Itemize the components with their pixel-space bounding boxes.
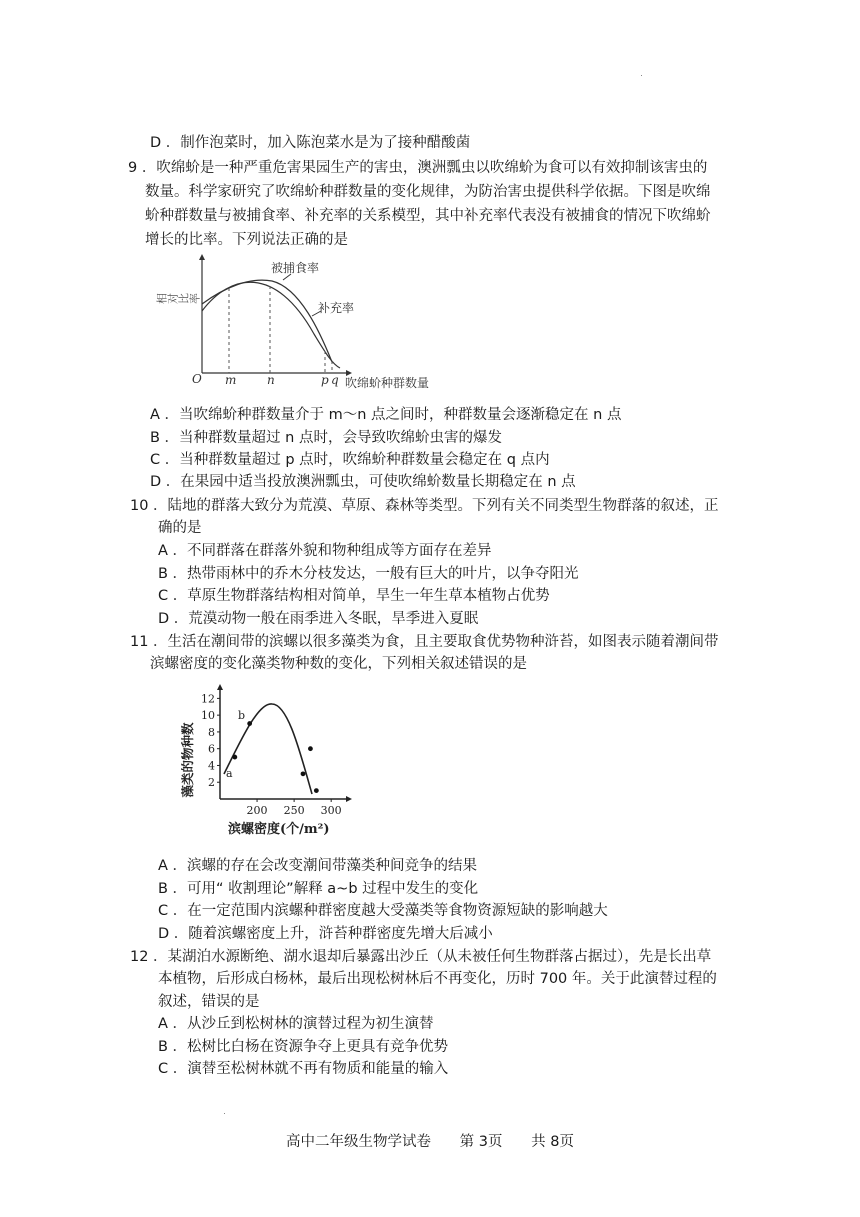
- q11-option-a: A ．滨螺的存在会改变潮间带藻类种间竞争的结果: [158, 858, 478, 874]
- q9-tick-n: n: [267, 373, 275, 387]
- q11-xlabel: 滨螺密度(个/m²): [228, 822, 330, 837]
- q10-option-d: D ．荒漠动物一般在雨季进入冬眠，旱季进入夏眠: [158, 611, 479, 627]
- q11-y-tick-label: 12: [201, 692, 215, 706]
- q9-option-d: D ．在果园中适当投放澳洲瓢虫，可使吹绵蚧数量长期稳定在 n 点: [150, 474, 576, 490]
- q11-point-label-a: a: [226, 767, 233, 780]
- q12-option-c: C ．演替至松树林就不再有物质和能量的输入: [158, 1061, 449, 1077]
- q11-stem-line: 11 ．生活在潮间带的滨螺以很多藻类为食，且主要取食优势物种浒苔，如图表示随着潮间带: [130, 634, 719, 650]
- q9-stem-line: 增长的比率。下列说法正确的是: [145, 232, 348, 248]
- speck: [224, 1113, 225, 1114]
- q9-predation-curve: [202, 282, 340, 368]
- q11-y-tick-label: 10: [201, 709, 215, 723]
- q9-rate-figure: [156, 252, 450, 394]
- q12-stem-line: 叙述，错误的是: [158, 994, 260, 1010]
- footer-title: 高中二年级生物学试卷: [286, 1134, 432, 1150]
- q9-origin-label: O: [192, 372, 202, 386]
- footer-page: 第 3页: [459, 1134, 503, 1150]
- q11-data-point: [308, 746, 313, 751]
- q11-ylabel: 藻类的物种数: [180, 722, 195, 798]
- q11-y-tick-label: 2: [208, 776, 215, 790]
- q9-predation-label: 被捕食率: [271, 261, 320, 275]
- q11-option-c: C ．在一定范围内滨螺种群密度越大受藻类等食物资源短缺的影响越大: [158, 903, 608, 919]
- q11-y-tick-label: 8: [208, 725, 215, 739]
- q11-scatter-chart: [180, 682, 360, 842]
- q11-data-point: [232, 755, 237, 760]
- q9-option-c: C ．当种群数量超过 p 点时，吹绵蚧种群数量会稳定在 q 点内: [150, 452, 550, 468]
- q10-option-c: C ．草原生物群落结构相对简单，旱生一年生草本植物占优势: [158, 588, 550, 604]
- q11-data-point: [301, 771, 306, 776]
- q9-recruitment-label: 补充率: [318, 301, 355, 315]
- q10-stem-line: 10 ．陆地的群落大致分为荒漠、草原、森林等类型。下列有关不同类型生物群落的叙述，正: [130, 498, 719, 514]
- q11-x-tick-label: 250: [283, 804, 305, 817]
- q11-data-point: [247, 721, 252, 726]
- q9-option-a: A ．当吹绵蚧种群数量介于 m～n 点之间时，种群数量会逐渐稳定在 n 点: [150, 407, 622, 423]
- q9-tick-q: q: [331, 373, 339, 387]
- q11-y-tick-label: 6: [208, 742, 215, 756]
- q9-stem-line: 9 ．吹绵蚧是一种严重危害果园生产的害虫，澳洲瓢虫以吹绵蚧为食可以有效抑制该害虫的: [128, 160, 708, 176]
- q11-x-tick-label: 200: [246, 804, 268, 817]
- q11-option-d: D ．随着滨螺密度上升，浒苔种群密度先增大后减小: [158, 926, 493, 942]
- q9-xlabel: 吹绵蚧种群数量: [345, 376, 430, 390]
- q12-option-b: B ．松树比白杨在资源争夺上更具有竞争优势: [158, 1039, 449, 1055]
- q11-point-label-b: b: [238, 709, 246, 722]
- q9-ylabel: 相对比率: [156, 292, 200, 306]
- q12-option-a: A ．从沙丘到松树林的演替过程为初生演替: [158, 1016, 434, 1032]
- q11-y-arrow: [217, 684, 223, 690]
- q12-stem-line: 12 ．某湖泊水源断绝、湖水退却后暴露出沙丘（从未被任何生物群落占据过），先是长出草: [130, 949, 712, 965]
- q9-y-arrow: [199, 254, 205, 260]
- q10-option-a: A ．不同群落在群落外貌和物种组成等方面存在差异: [158, 543, 492, 559]
- q11-x-tick-label: 300: [320, 804, 342, 817]
- q9-tick-m: m: [225, 373, 237, 387]
- q11-y-tick-label: 4: [208, 759, 215, 773]
- q11-stem-line: 滨螺密度的变化藻类物种数的变化，下列相关叙述错误的是: [150, 656, 527, 672]
- q10-stem-line: 确的是: [158, 520, 202, 536]
- speck: [641, 75, 642, 76]
- q11-data-point: [314, 788, 319, 793]
- q9-option-b: B ．当种群数量超过 n 点时，会导致吹绵蚧虫害的爆发: [150, 430, 502, 446]
- q10-option-b: B ．热带雨林中的乔木分枝发达，一般有巨大的叶片，以争夺阳光: [158, 566, 579, 582]
- q12-stem-line: 本植物，后形成白杨林，最后出现松树林后不再变化，历时 700 年。关于此演替过程的: [158, 971, 717, 987]
- q11-option-b: B ．可用“ 收割理论”解释 a~b 过程中发生的变化: [158, 881, 479, 897]
- q9-stem-line: 蚧种群数量与被捕食率、补充率的关系模型，其中补充率代表没有被捕食的情况下吹绵蚧: [145, 208, 711, 224]
- footer-total: 共 8页: [531, 1134, 574, 1150]
- page-footer: [0, 1130, 860, 1151]
- q9-tick-p: p: [321, 373, 329, 387]
- q9-stem-line: 数量。科学家研究了吹绵蚧种群数量的变化规律，为防治害虫提供科学依据。下图是吹绵: [145, 184, 711, 200]
- q11-x-arrow: [346, 796, 352, 802]
- q8-option-d: D ．制作泡菜时，加入陈泡菜水是为了接种醋酸菌: [150, 135, 471, 151]
